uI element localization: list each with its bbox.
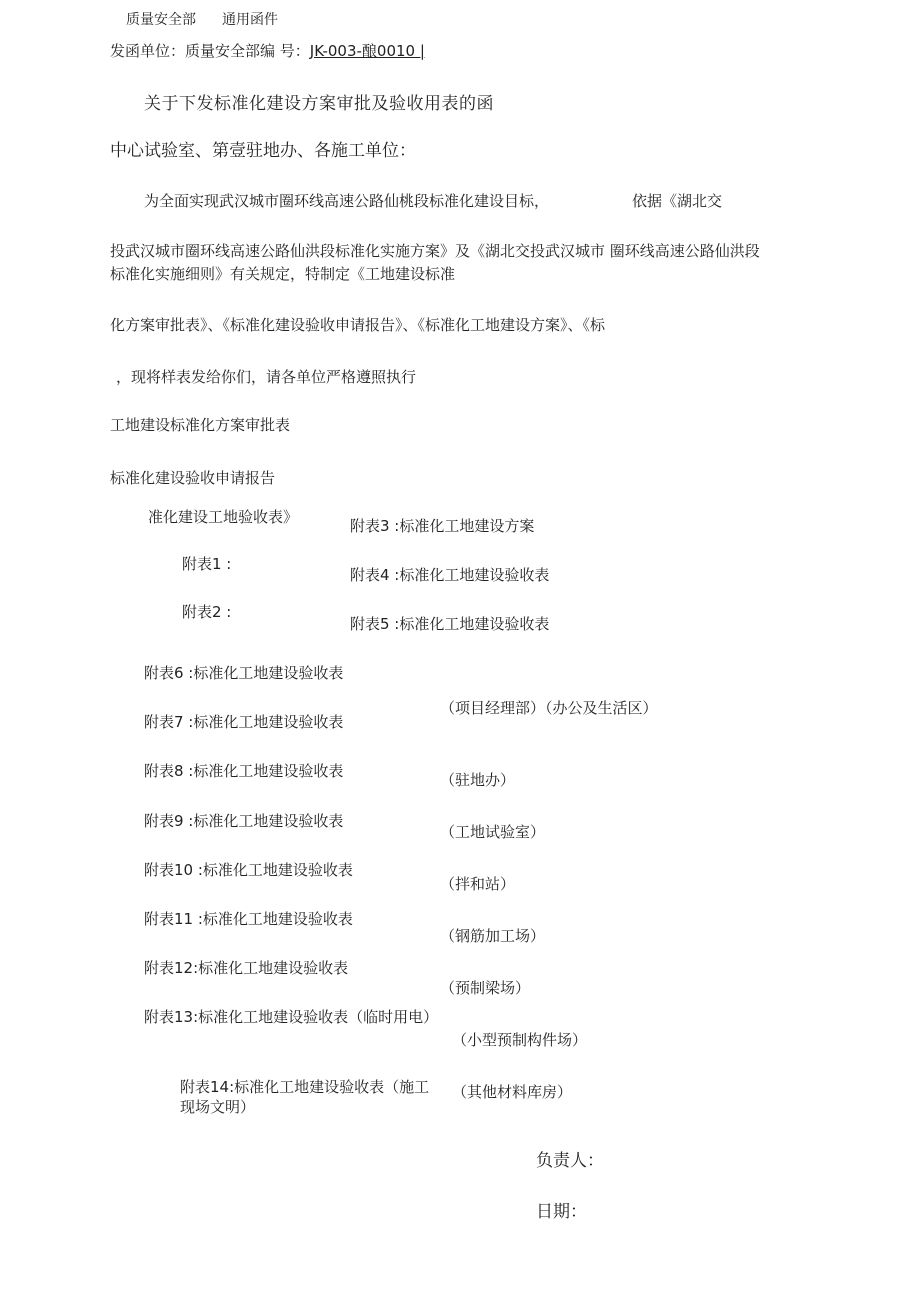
- doc-number: JK-003-酿0010 |: [309, 42, 425, 60]
- attachment-8: 附表8 :标准化工地建设验收表: [144, 762, 344, 780]
- sender-line: [110, 41, 425, 61]
- body-line-4: 化方案审批表》、《标准化建设验收申请报告》、《标准化工地建设方案》、《标: [110, 316, 606, 334]
- sender-label: 发函单位：质量安全部编 号：: [110, 42, 310, 60]
- note-supervision-office: （驻地办）: [440, 771, 516, 789]
- list-item-approval-form: 工地建设标准化方案审批表: [110, 416, 291, 434]
- attachment-12: 附表12:标准化工地建设验收表: [144, 959, 349, 977]
- attachment-4: 附表4 :标准化工地建设验收表: [350, 566, 550, 584]
- note-rebar-yard: （钢筋加工场）: [440, 927, 546, 945]
- list-item-acceptance-table: 准化建设工地验收表》: [148, 508, 299, 526]
- attachment-9: 附表9 :标准化工地建设验收表: [144, 812, 344, 830]
- signature-date: 日期：: [536, 1202, 587, 1222]
- body-line-5: ，现将样表发给你们，请各单位严格遵照执行: [116, 368, 417, 386]
- signature-person: 负责人：: [536, 1151, 604, 1171]
- attachment-11: 附表11 :标准化工地建设验收表: [144, 910, 353, 928]
- recipients: 中心试验室、第壹驻地办、各施工单位：: [110, 141, 416, 161]
- page-title: 关于下发标准化建设方案审批及验收用表的函: [144, 94, 494, 114]
- list-item-acceptance-report: 标准化建设验收申请报告: [110, 469, 276, 487]
- body-line-3: 标准化实施细则》有关规定，特制定《工地建设标准: [110, 265, 456, 283]
- note-site-lab: （工地试验室）: [440, 823, 546, 841]
- attachment-1: 附表1 :: [182, 555, 232, 573]
- attachment-7: 附表7 :标准化工地建设验收表: [144, 713, 344, 731]
- note-precast-yard: （小型预制构件场）: [452, 1031, 588, 1049]
- body-line-1a: 为全面实现武汉城市圈环线高速公路仙桃段标准化建设目标，: [144, 192, 550, 210]
- attachment-6: 附表6 :标准化工地建设验收表: [144, 664, 344, 682]
- attachment-5: 附表5 :标准化工地建设验收表: [350, 615, 550, 633]
- body-line-1b: 依据《湖北交: [632, 192, 723, 210]
- note-beam-yard: （预制梁场）: [440, 979, 531, 997]
- attachment-10: 附表10 :标准化工地建设验收表: [144, 861, 353, 879]
- attachment-14: 附表14:标准化工地建设验收表（施工现场文明）: [180, 1078, 430, 1116]
- note-mixing-station: （拌和站）: [440, 875, 516, 893]
- attachment-3: 附表3 :标准化工地建设方案: [350, 517, 535, 535]
- attachment-13: 附表13:标准化工地建设验收表（临时用电）: [144, 1008, 439, 1026]
- note-project-office: （项目经理部）（办公及生活区）: [440, 699, 658, 717]
- note-material-store: （其他材料库房）: [452, 1083, 573, 1101]
- body-line-2: 投武汉城市圈环线高速公路仙洪段标准化实施方案》及《湖北交投武汉城市 圈环线高速公路仙洪段: [110, 242, 760, 260]
- attachment-2: 附表2 :: [182, 603, 232, 621]
- header-doc-type: 通用函件: [222, 12, 278, 28]
- header-dept: 质量安全部: [126, 12, 196, 28]
